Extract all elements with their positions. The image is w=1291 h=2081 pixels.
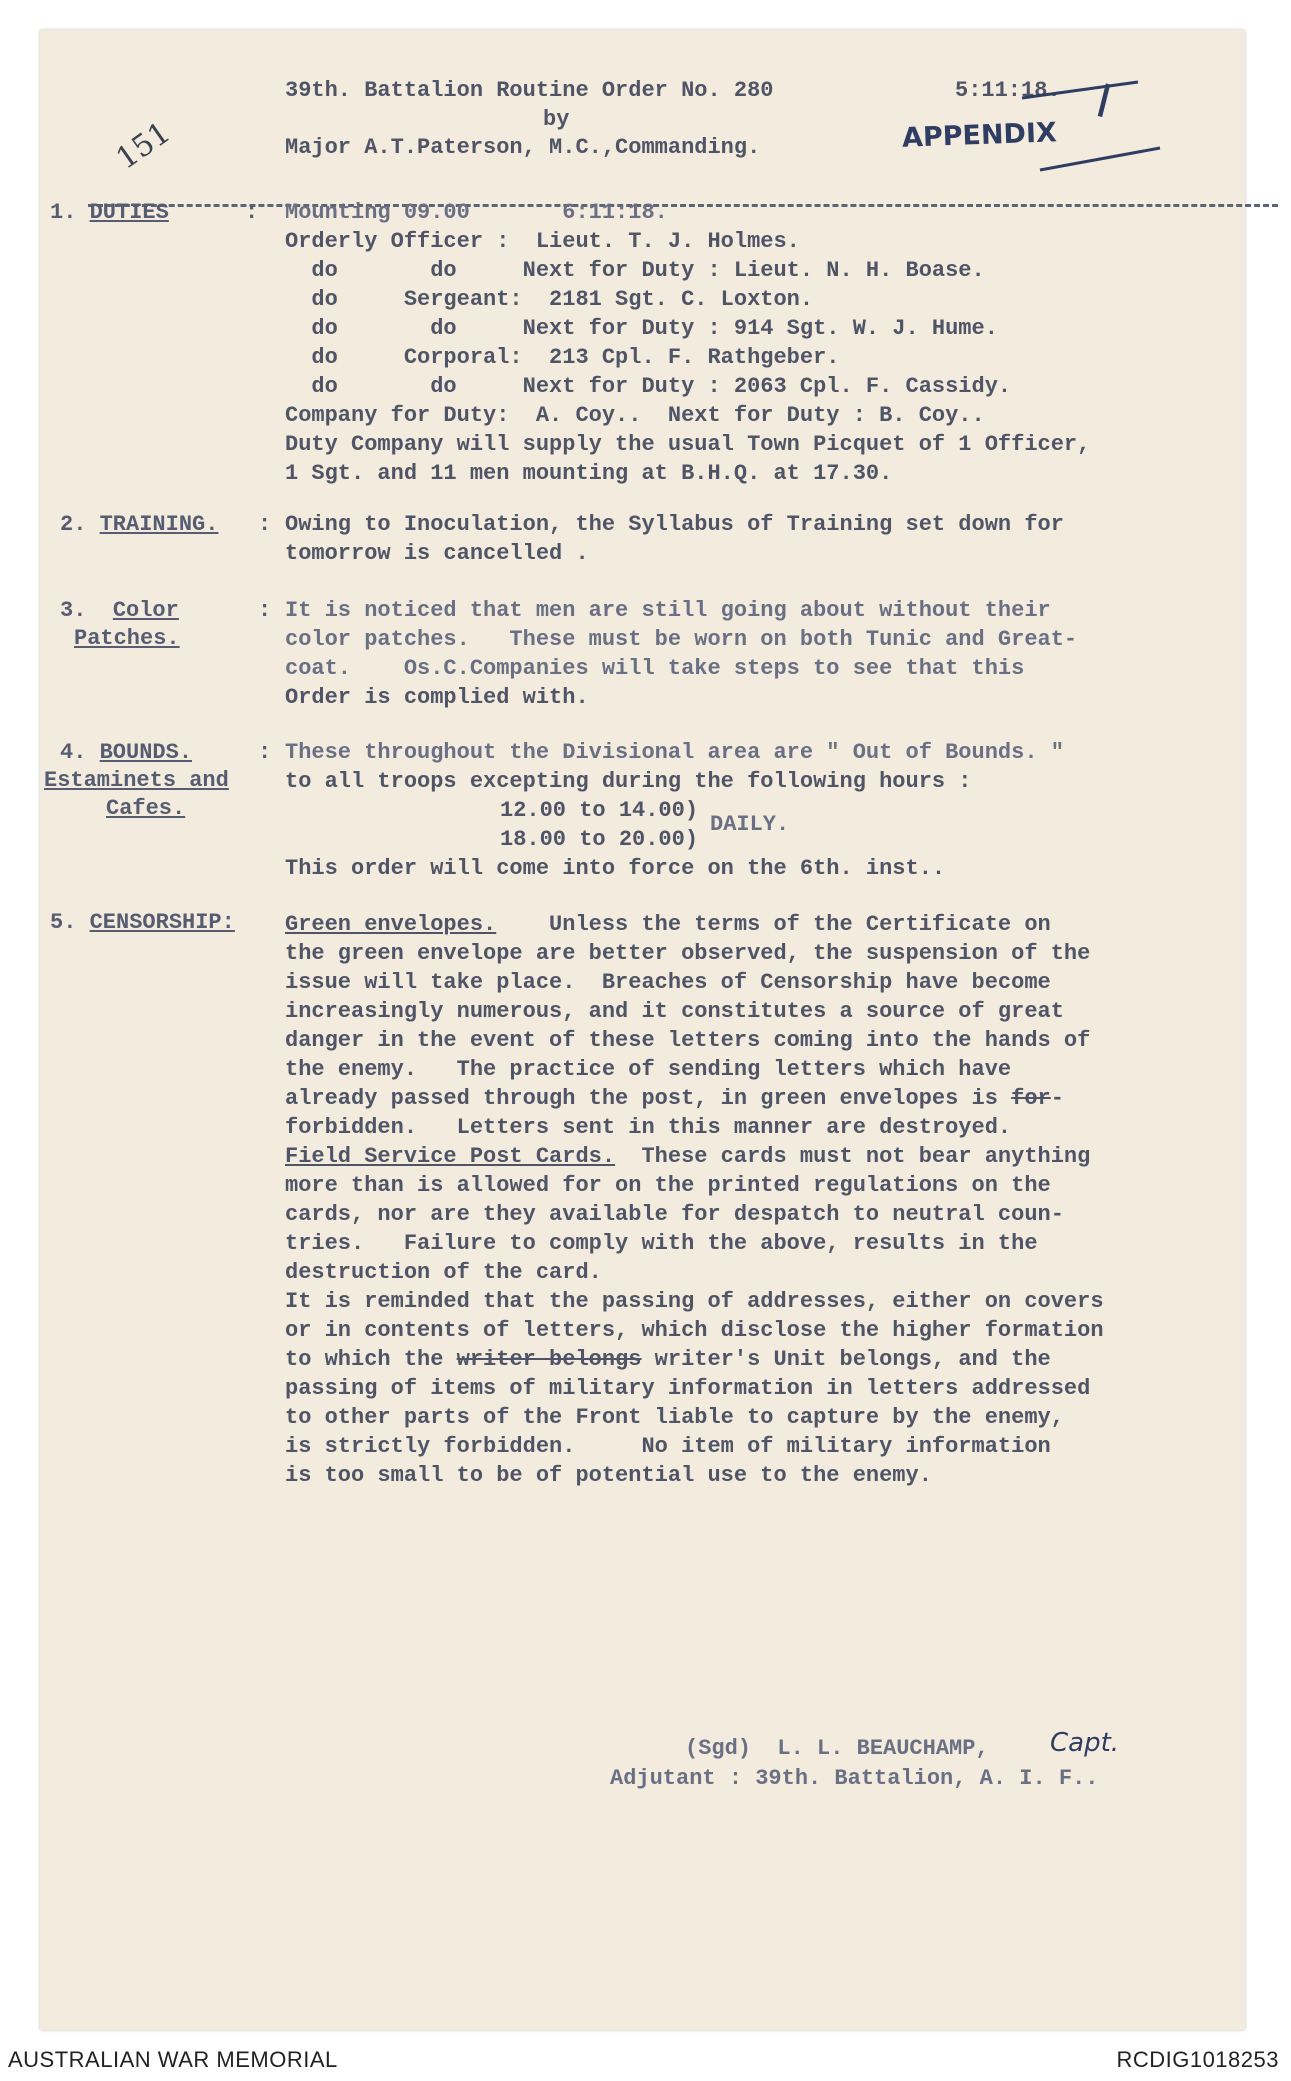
signature-line-2: Adjutant : 39th. Battalion, A. I. F..	[610, 1766, 1099, 1791]
appendix-number: I	[1090, 73, 1117, 129]
censorship-line-1	[285, 910, 1051, 939]
order-title: 39th. Battalion Routine Order No. 280	[285, 78, 774, 103]
color-patches-line-2: color patches. These must be worn on both Tunic and Great-	[285, 627, 1078, 652]
censorship-para3-line-2: passing of items of military information in letters addressed	[285, 1376, 1091, 1401]
section-duties-label	[50, 200, 169, 225]
censorship-struck-word: for	[1011, 1086, 1051, 1111]
bounds-hours-2: 18.00 to 20.00)	[500, 827, 699, 852]
appendix-stamp: APPENDIX	[901, 117, 1058, 154]
duties-line-2: Orderly Officer : Lieut. T. J. Holmes.	[285, 229, 800, 254]
color-patches-line-1: It is noticed that men are still going about without their	[285, 598, 1051, 623]
censorship-para1-line-6	[285, 1084, 1064, 1113]
section-bounds-label	[60, 740, 192, 765]
censorship-para1-line-5: the enemy. The practice of sending letters which have	[285, 1057, 1012, 1082]
censorship-para2-line-4: destruction of the card.	[285, 1260, 602, 1285]
order-commander: Major A.T.Paterson, M.C.,Commanding.	[285, 135, 761, 160]
duties-line-6: do Corporal: 213 Cpl. F. Rathgeber.	[285, 345, 840, 370]
folio-number: 151	[110, 115, 177, 177]
censorship-number: 5.	[50, 910, 77, 935]
color-patches-line-3: coat. Os.C.Companies will take steps to see that this	[285, 656, 1025, 681]
censorship-para2-line-6: or in contents of letters, which disclose the higher formation	[285, 1318, 1104, 1343]
bounds-line-1: These throughout the Divisional area are " Out of Bounds. "	[285, 740, 1064, 765]
signature-rank-handwritten: Capt.	[1050, 1728, 1120, 1758]
bounds-daily: DAILY.	[710, 812, 790, 837]
censorship-para2-line-5: It is reminded that the passing of addresses, either on covers	[285, 1289, 1104, 1314]
order-by: by	[543, 107, 570, 132]
bounds-line-2: to all troops excepting during the following hours :	[285, 769, 972, 794]
censorship-para1-last: forbidden. Letters sent in this manner are destroyed.	[285, 1115, 1012, 1140]
censorship-para3-line-3: to other parts of the Front liable to capture by the enemy,	[285, 1405, 1064, 1430]
censorship-line-1-rest: Unless the terms of the Certificate on	[496, 912, 1051, 937]
censorship-para1-line-4: danger in the event of these letters coming into the hands of	[285, 1028, 1091, 1053]
censorship-heading-post-cards: Field Service Post Cards.	[285, 1144, 616, 1169]
training-line-1: Owing to Inoculation, the Syllabus of Training set down for	[285, 512, 1064, 537]
censorship-para2-line-1: more than is allowed for on the printed regulations on the	[285, 1173, 1051, 1198]
training-title: TRAINING.	[99, 512, 219, 537]
duties-line-5: do do Next for Duty : 914 Sgt. W. J. Hume.	[285, 316, 998, 341]
bounds-line-5: This order will come into force on the 6th. inst..	[285, 856, 946, 881]
censorship-line-post-cards	[285, 1142, 1090, 1171]
censorship-para3-struck: writer belongs	[456, 1347, 642, 1372]
duties-line-4: do Sergeant: 2181 Sgt. C. Loxton.	[285, 287, 814, 312]
color-patches-title: Color	[112, 598, 179, 623]
censorship-para1-line-6-text: already passed through the post, in green envelopes is	[285, 1086, 998, 1111]
color-patches-line-4: Order is complied with.	[285, 685, 589, 710]
bounds-hours-1: 12.00 to 14.00)	[500, 798, 699, 823]
censorship-post-cards-rest: These cards must not bear anything	[615, 1144, 1091, 1169]
color-patches-title-line-2: Patches.	[74, 626, 180, 651]
duties-line-1: Mounting 09.00 6:11:18.	[285, 200, 668, 225]
censorship-para1-line-1: the green envelope are better observed, the suspension of the	[285, 941, 1091, 966]
training-line-2: tomorrow is cancelled .	[285, 541, 589, 566]
order-date: 5:11:18.	[955, 78, 1061, 103]
duties-number: 1.	[50, 200, 77, 225]
duties-colon: :	[245, 200, 259, 225]
duties-line-10: 1 Sgt. and 11 men mounting at B.H.Q. at 17.30.	[285, 461, 893, 486]
censorship-hyphen: -	[1050, 1086, 1064, 1111]
document-page	[40, 30, 1245, 2030]
censorship-title: CENSORSHIP:	[89, 910, 235, 935]
duties-title: DUTIES	[89, 200, 169, 225]
bounds-number: 4.	[60, 740, 87, 765]
training-number: 2.	[60, 512, 87, 537]
censorship-heading-green-envelopes: Green envelopes.	[285, 912, 497, 937]
footer-credit-right: RCDIG1018253	[1116, 2047, 1279, 2072]
duties-line-3: do do Next for Duty : Lieut. N. H. Boase.	[285, 258, 985, 283]
censorship-para2-line-2: cards, nor are they available for despatch to neutral coun-	[285, 1202, 1064, 1227]
censorship-para3-line-1	[285, 1345, 1051, 1374]
signature-line-1: (Sgd) L. L. BEAUCHAMP,	[685, 1736, 989, 1761]
bounds-title: BOUNDS.	[99, 740, 193, 765]
appendix-pen-strokes	[1020, 78, 1170, 188]
censorship-para3-line-4: is strictly forbidden. No item of military information	[285, 1434, 1051, 1459]
section-training-label	[60, 512, 218, 537]
censorship-para3-line-5: is too small to be of potential use to the enemy.	[285, 1463, 932, 1488]
bounds-title-line-2: Estaminets and	[44, 768, 229, 793]
section-color-patches-label	[60, 598, 179, 623]
bounds-title-line-3: Cafes.	[106, 796, 186, 821]
censorship-para2-line-3: tries. Failure to comply with the above, results in the	[285, 1231, 1038, 1256]
censorship-para3-prefix: to which the	[285, 1347, 457, 1372]
censorship-para1-line-2: issue will take place. Breaches of Censorship have become	[285, 970, 1051, 995]
color-patches-number: 3.	[60, 598, 87, 623]
duties-line-7: do do Next for Duty : 2063 Cpl. F. Cassidy.	[285, 374, 1012, 399]
bounds-colon: :	[258, 740, 272, 765]
footer-credit-left: AUSTRALIAN WAR MEMORIAL	[8, 2047, 338, 2072]
censorship-para1-line-3: increasingly numerous, and it constitutes a source of great	[285, 999, 1064, 1024]
censorship-para3-suffix: writer's Unit belongs, and the	[641, 1347, 1051, 1372]
header-divider	[88, 204, 1278, 207]
color-patches-colon: :	[258, 598, 272, 623]
training-colon: :	[258, 512, 272, 537]
section-censorship-label	[50, 910, 235, 935]
duties-line-8: Company for Duty: A. Coy.. Next for Duty : B. Coy..	[285, 403, 985, 428]
duties-line-9: Duty Company will supply the usual Town Picquet of 1 Officer,	[285, 432, 1091, 457]
